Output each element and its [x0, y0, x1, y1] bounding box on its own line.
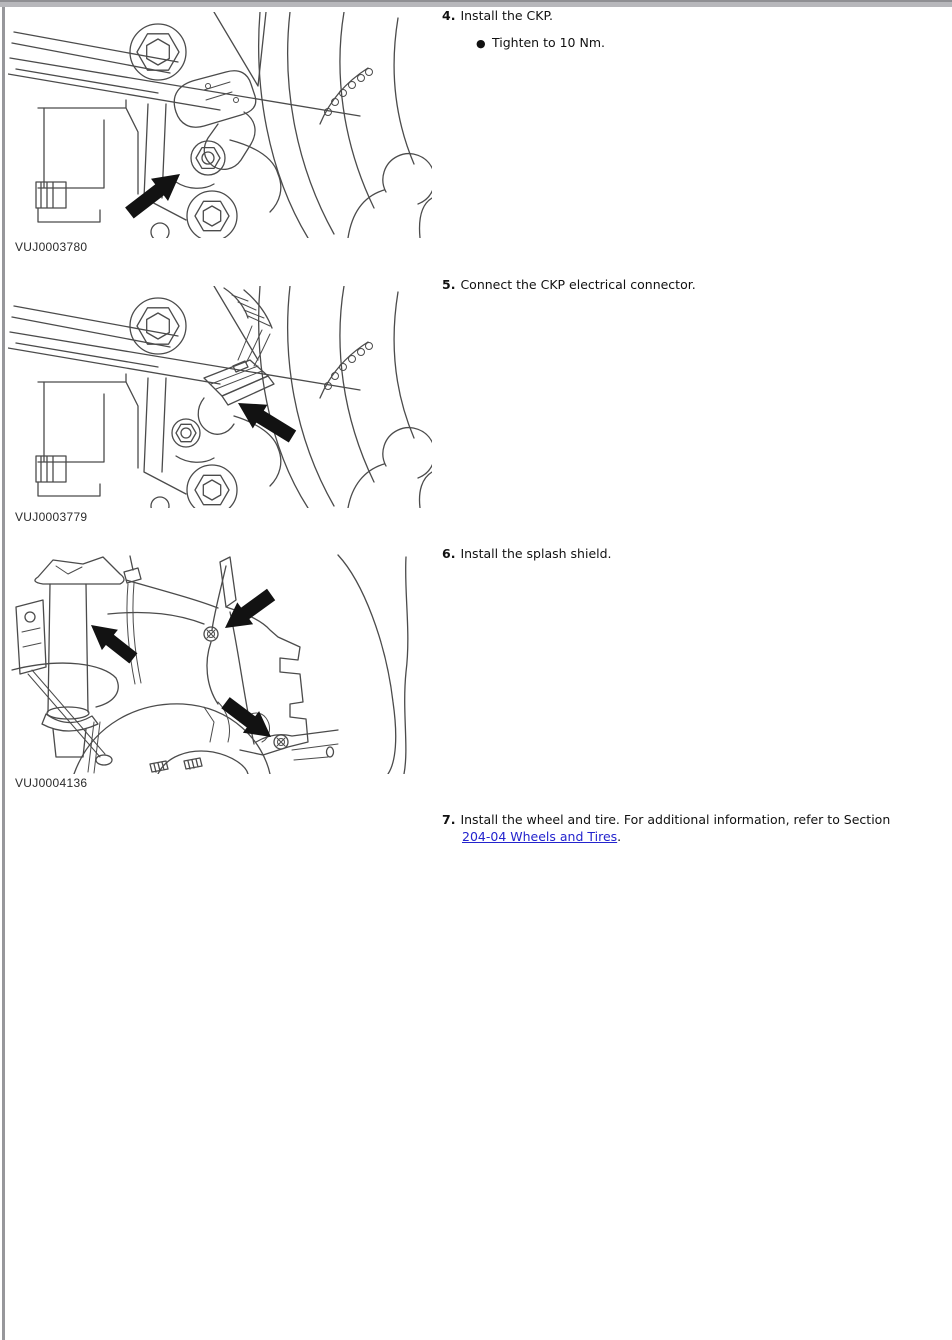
- step-text: Install the splash shield.: [460, 546, 612, 561]
- step-number: 7.: [442, 812, 456, 827]
- step-text: Connect the CKP electrical connector.: [460, 277, 696, 292]
- step-7: [442, 811, 950, 845]
- pointer-arrow-strut: [91, 625, 137, 664]
- step-6: [442, 545, 950, 562]
- link-suffix: .: [617, 829, 622, 844]
- figure-ckp-connector: [8, 286, 432, 524]
- splash-shield-illustration: [8, 552, 432, 774]
- figure-splash-shield: [8, 552, 432, 790]
- section-link-204-04-wheels-and-tires[interactable]: 204-04 Wheels and Tires: [462, 829, 618, 844]
- figure-ckp-install: [8, 12, 432, 254]
- figure-label: VUJ0003780: [15, 240, 88, 254]
- ckp-install-illustration: [8, 12, 432, 238]
- step-text: Install the wheel and tire. For additional information, refer to Section: [460, 812, 891, 827]
- ckp-connector-illustration: [8, 286, 432, 508]
- frame-left-border: [2, 7, 5, 1340]
- bullet-icon: ●: [476, 37, 486, 50]
- step-number: 6.: [442, 546, 456, 561]
- window-top-edge: [0, 0, 952, 7]
- step-number: 5.: [442, 277, 456, 292]
- torque-note: Tighten to 10 Nm.: [492, 35, 605, 50]
- figure-label: VUJ0003779: [15, 510, 88, 524]
- step-number: 4.: [442, 8, 456, 23]
- step-text: Install the CKP.: [460, 8, 554, 23]
- figure-label: VUJ0004136: [15, 776, 88, 790]
- step-4: [442, 7, 950, 52]
- pointer-arrow-upper-screw: [225, 589, 275, 628]
- pointer-arrow-connector: [238, 403, 296, 443]
- step-5: [442, 276, 950, 293]
